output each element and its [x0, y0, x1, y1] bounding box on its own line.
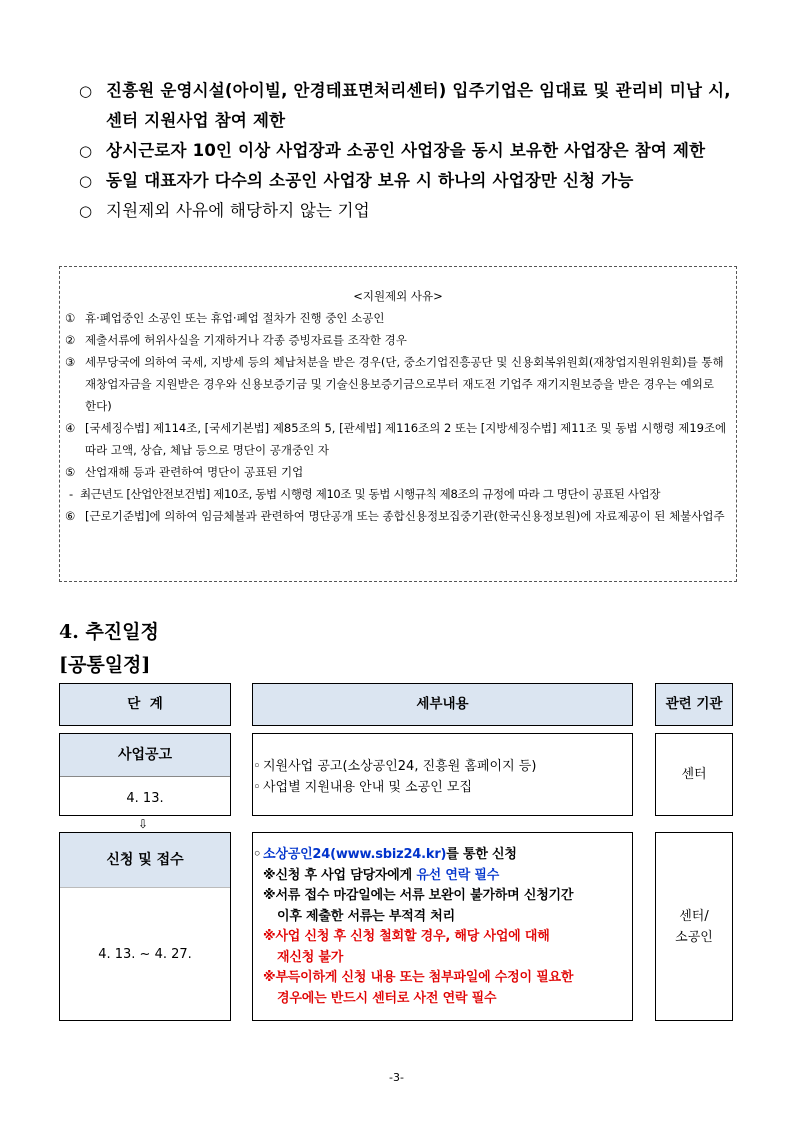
stage-date: 4. 13.: [60, 776, 230, 815]
org-application: 센터/ 소공인: [655, 832, 733, 1021]
detail-line: 재신청 불가: [277, 949, 344, 965]
item-text: [근로기준법]에 의하여 임금체불과 관련하여 명단공개 또는 종합신용정보집중기관(한국신용정보원)에 자료제공이 된 체불사업주: [85, 509, 725, 523]
item-text: 세무당국에 의하여 국세, 지방세 등의 체납처분을 받은 경우(단, 중소기업진흥공단 및 신용회복위원회(재창업지원위원회)를 통해 재창업자금을 지원받은 경우와 신용보증기금 및 기술신용보증기금으로부터 재도전 기업주 재기지원보증을 받은 경우는 예외로 한다): [85, 355, 724, 413]
item-number: ②: [65, 333, 76, 347]
exclusion-list: [60, 307, 736, 527]
bullet-mark: ○: [79, 82, 93, 100]
exclusion-item: [65, 505, 728, 527]
stage-label: 사업공고: [60, 734, 230, 776]
bullet-item: [77, 196, 745, 226]
detail-line: ◦ 지원사업 공고(소상공인24, 진흥원 홈페이지 등): [253, 756, 632, 777]
detail-line: 이후 제출한 서류는 부적격 처리: [277, 908, 455, 924]
item-text: 최근년도 [산업안전보건법] 제10조, 동법 시행령 제10조 및 동법 시행규칙 제8조의 규정에 따라 그 명단이 공표된 사업장: [80, 487, 661, 501]
header-stage: 단 계: [59, 683, 231, 726]
exclusion-box-title: <지원제외 사유>: [353, 289, 443, 303]
detail-line: ※부득이하게 신청 내용 또는 첨부파일에 수정이 필요한: [263, 970, 574, 985]
bullet-mark: ◦: [253, 847, 262, 862]
stage-date: 4. 13. ~ 4. 27.: [60, 887, 230, 1020]
org-announcement: 센터: [655, 733, 733, 816]
item-text: 휴·폐업중인 소공인 또는 휴업·폐업 절차가 진행 중인 소공인: [85, 311, 385, 325]
down-arrow-icon: ⇩: [138, 817, 149, 831]
sub-title: [공통일정]: [59, 654, 151, 676]
bullet-text: 상시근로자 10인 이상 사업장과 소공인 사업장을 동시 보유한 사업장은 참여 제한: [106, 141, 706, 160]
exclusion-reasons-box: [59, 266, 737, 582]
bullet-text: 진흥원 운영시설(아이빌, 안경테표면처리센터) 입주기업은 임대료 및 관리비 미납 시, 센터 지원사업 참여 제한: [106, 81, 731, 130]
detail-line: ※사업 신청 후 신청 철회할 경우, 해당 사업에 대해: [263, 929, 550, 944]
sbiz24-link[interactable]: 소상공인24(www.sbiz24.kr): [263, 847, 447, 862]
exclusion-item: [65, 307, 728, 329]
exclusion-subitem: [65, 483, 728, 505]
stage-announcement: [59, 733, 231, 816]
item-number: -: [69, 487, 73, 501]
bullet-mark: ◦: [253, 759, 261, 774]
item-number: ①: [65, 311, 76, 325]
bullet-item: [77, 76, 745, 136]
item-text: 제출서류에 허위사실을 기재하거나 각종 증빙자료를 조작한 경우: [85, 333, 407, 347]
exclusion-item: [65, 351, 728, 417]
bullet-text: 지원제외 사유에 해당하지 않는 기업: [106, 201, 370, 220]
eligibility-bullets: [77, 76, 745, 226]
bullet-mark: ○: [79, 202, 93, 220]
stage-application: [59, 832, 231, 1021]
item-text: [국세징수법] 제114조, [국세기본법] 제85조의 5, [관세법] 제116조의 2 또는 [지방세징수법] 제11조 및 동법 시행령 제19조에 따라 고액, 상습, 체납 등으로 명단이 공개중인 자: [85, 421, 727, 457]
item-number: ⑥: [65, 509, 76, 523]
item-number: ③: [65, 355, 76, 369]
item-number: ⑤: [65, 465, 76, 479]
stage-label: 신청 및 접수: [60, 833, 230, 887]
bullet-text: 동일 대표자가 다수의 소공인 사업장 보유 시 하나의 사업장만 신청 가능: [106, 171, 634, 190]
page-number: -3-: [389, 1071, 404, 1084]
section-title: 4. 추진일정: [59, 621, 159, 643]
header-org: 관련 기관: [655, 683, 733, 726]
detail-line: ※서류 접수 마감일에는 서류 보완이 불가하며 신청기간: [263, 888, 574, 903]
bullet-mark: ○: [79, 142, 93, 160]
exclusion-item: [65, 329, 728, 351]
detail-line: ※신청 후 사업 담당자에게 유선 연락 필수: [263, 867, 500, 883]
detail-announcement: [252, 733, 633, 816]
bullet-item: [77, 136, 745, 166]
bullet-mark: ○: [79, 172, 93, 190]
detail-application: [252, 832, 633, 1021]
header-detail: 세부내용: [252, 683, 633, 726]
bullet-item: [77, 166, 745, 196]
detail-line: 경우에는 반드시 센터로 사전 연락 필수: [277, 990, 497, 1006]
detail-line: ◦ 사업별 지원내용 안내 및 소공인 모집: [253, 777, 632, 798]
exclusion-item: [65, 417, 728, 461]
item-number: ④: [65, 421, 76, 435]
exclusion-item: [65, 461, 728, 483]
detail-line: ◦ 소상공인24(www.sbiz24.kr)를 통한 신청: [253, 845, 632, 866]
item-text: 산업재해 등과 관련하여 명단이 공표된 기업: [85, 465, 304, 479]
bullet-mark: ◦: [253, 780, 261, 795]
